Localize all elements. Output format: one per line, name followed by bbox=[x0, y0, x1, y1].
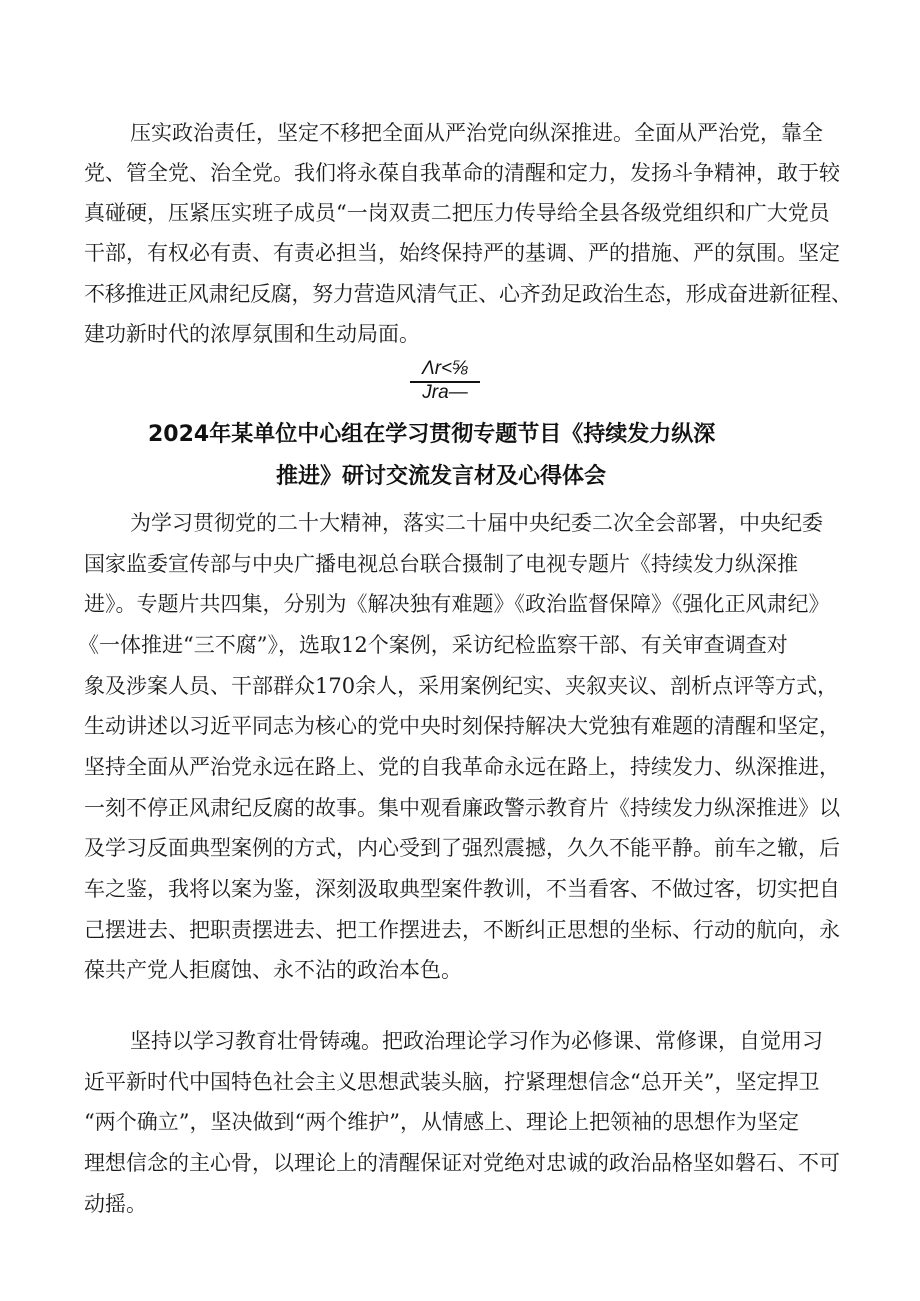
intro-line-2: 党、管全党、治全党。我们将永葆自我革命的清醒和定力，发扬斗争精神，敢于较 bbox=[84, 161, 840, 185]
divider-top-text: Λr<⅝ bbox=[422, 358, 468, 379]
p1-line-12: 葆共产党人拒腐蚀、永不沾的政治本色。 bbox=[84, 958, 462, 982]
p2-line-4: 理想信念的主心骨，以理论上的清醒保证对党绝对忠诚的政治品格坚如磐石、不可 bbox=[84, 1151, 840, 1175]
p1-line-9: 及学习反面典型案例的方式，内心受到了强烈震撼，久久不能平静。前车之辙，后 bbox=[84, 836, 840, 860]
p1-line-7: 坚持全面从严治党永远在路上、党的自我革命永远在路上，持续发力、纵深推进， bbox=[84, 755, 840, 779]
p2-line-5: 动摇。 bbox=[84, 1192, 147, 1216]
intro-line-6: 建功新时代的浓厚氛围和生动局面。 bbox=[84, 322, 420, 346]
p1-line-4: 《一体推进“三不腐”》，选取12个案例，采访纪检监察干部、有关审查调查对 bbox=[78, 633, 788, 657]
title-line-2: 推进》研讨交流发言材及心得体会 bbox=[276, 464, 607, 489]
p2-line-2: 近平新时代中国特色社会主义思想武装头脑，拧紧理想信念“总开关”，坚定捍卫 bbox=[84, 1070, 820, 1094]
p1-line-11: 己摆进去、把职责摆进去、把工作摆进去，不断纠正思想的坐标、行动的航向，永 bbox=[84, 918, 840, 942]
p2-line-3: “两个确立”，坚决做到“两个维护”，从情感上、理论上把领袖的思想作为坚定 bbox=[84, 1110, 799, 1134]
p2-line-1: 坚持以学习教育壮骨铸魂。把政治理论学习作为必修课、常修课，自觉用习 bbox=[130, 1029, 823, 1053]
title-line-1: 2024年某单位中心组在学习贯彻专题节目《持续发力纵深 bbox=[148, 422, 716, 447]
p1-line-2: 国家监委宣传部与中央广播电视总台联合摄制了电视专题片《持续发力纵深推 bbox=[84, 552, 798, 576]
intro-line-4: 干部，有权必有责、有责必担当，始终保持严的基调、严的措施、严的氛围。坚定 bbox=[84, 241, 840, 265]
intro-line-5: 不移推进正风肃纪反腐，努力营造风清气正、心齐劲足政治生态，形成奋进新征程、 bbox=[84, 282, 852, 306]
intro-line-1: 压实政治责任，坚定不移把全面从严治党向纵深推进。全面从严治党，靠全 bbox=[130, 121, 823, 145]
divider-bottom-text: Jra— bbox=[422, 382, 468, 403]
p1-line-5: 象及涉案人员、干部群众170余人，采用案例纪实、夹叙夹议、剖析点评等方式， bbox=[84, 674, 839, 698]
p1-line-1: 为学习贯彻党的二十大精神，落实二十届中央纪委二次全会部署，中央纪委 bbox=[130, 511, 823, 535]
p1-line-8: 一刻不停正风肃纪反腐的故事。集中观看廉政警示教育片《持续发力纵深推进》以 bbox=[84, 796, 840, 820]
intro-line-3: 真碰硬，压紧压实班子成员“一岗双责二把压力传导给全县各级党组织和广大党员 bbox=[84, 201, 830, 225]
p1-line-10: 车之鉴，我将以案为鉴，深刻汲取典型案件教训，不当看客、不做过客，切实把自 bbox=[84, 877, 840, 901]
p1-line-3: 进》。专题片共四集，分别为《解决独有难题》《政治监督保障》《强化正风肃纪》 bbox=[84, 592, 830, 616]
p1-line-6: 生动讲述以习近平同志为核心的党中央时刻保持解决大党独有难题的清醒和坚定， bbox=[84, 714, 840, 738]
